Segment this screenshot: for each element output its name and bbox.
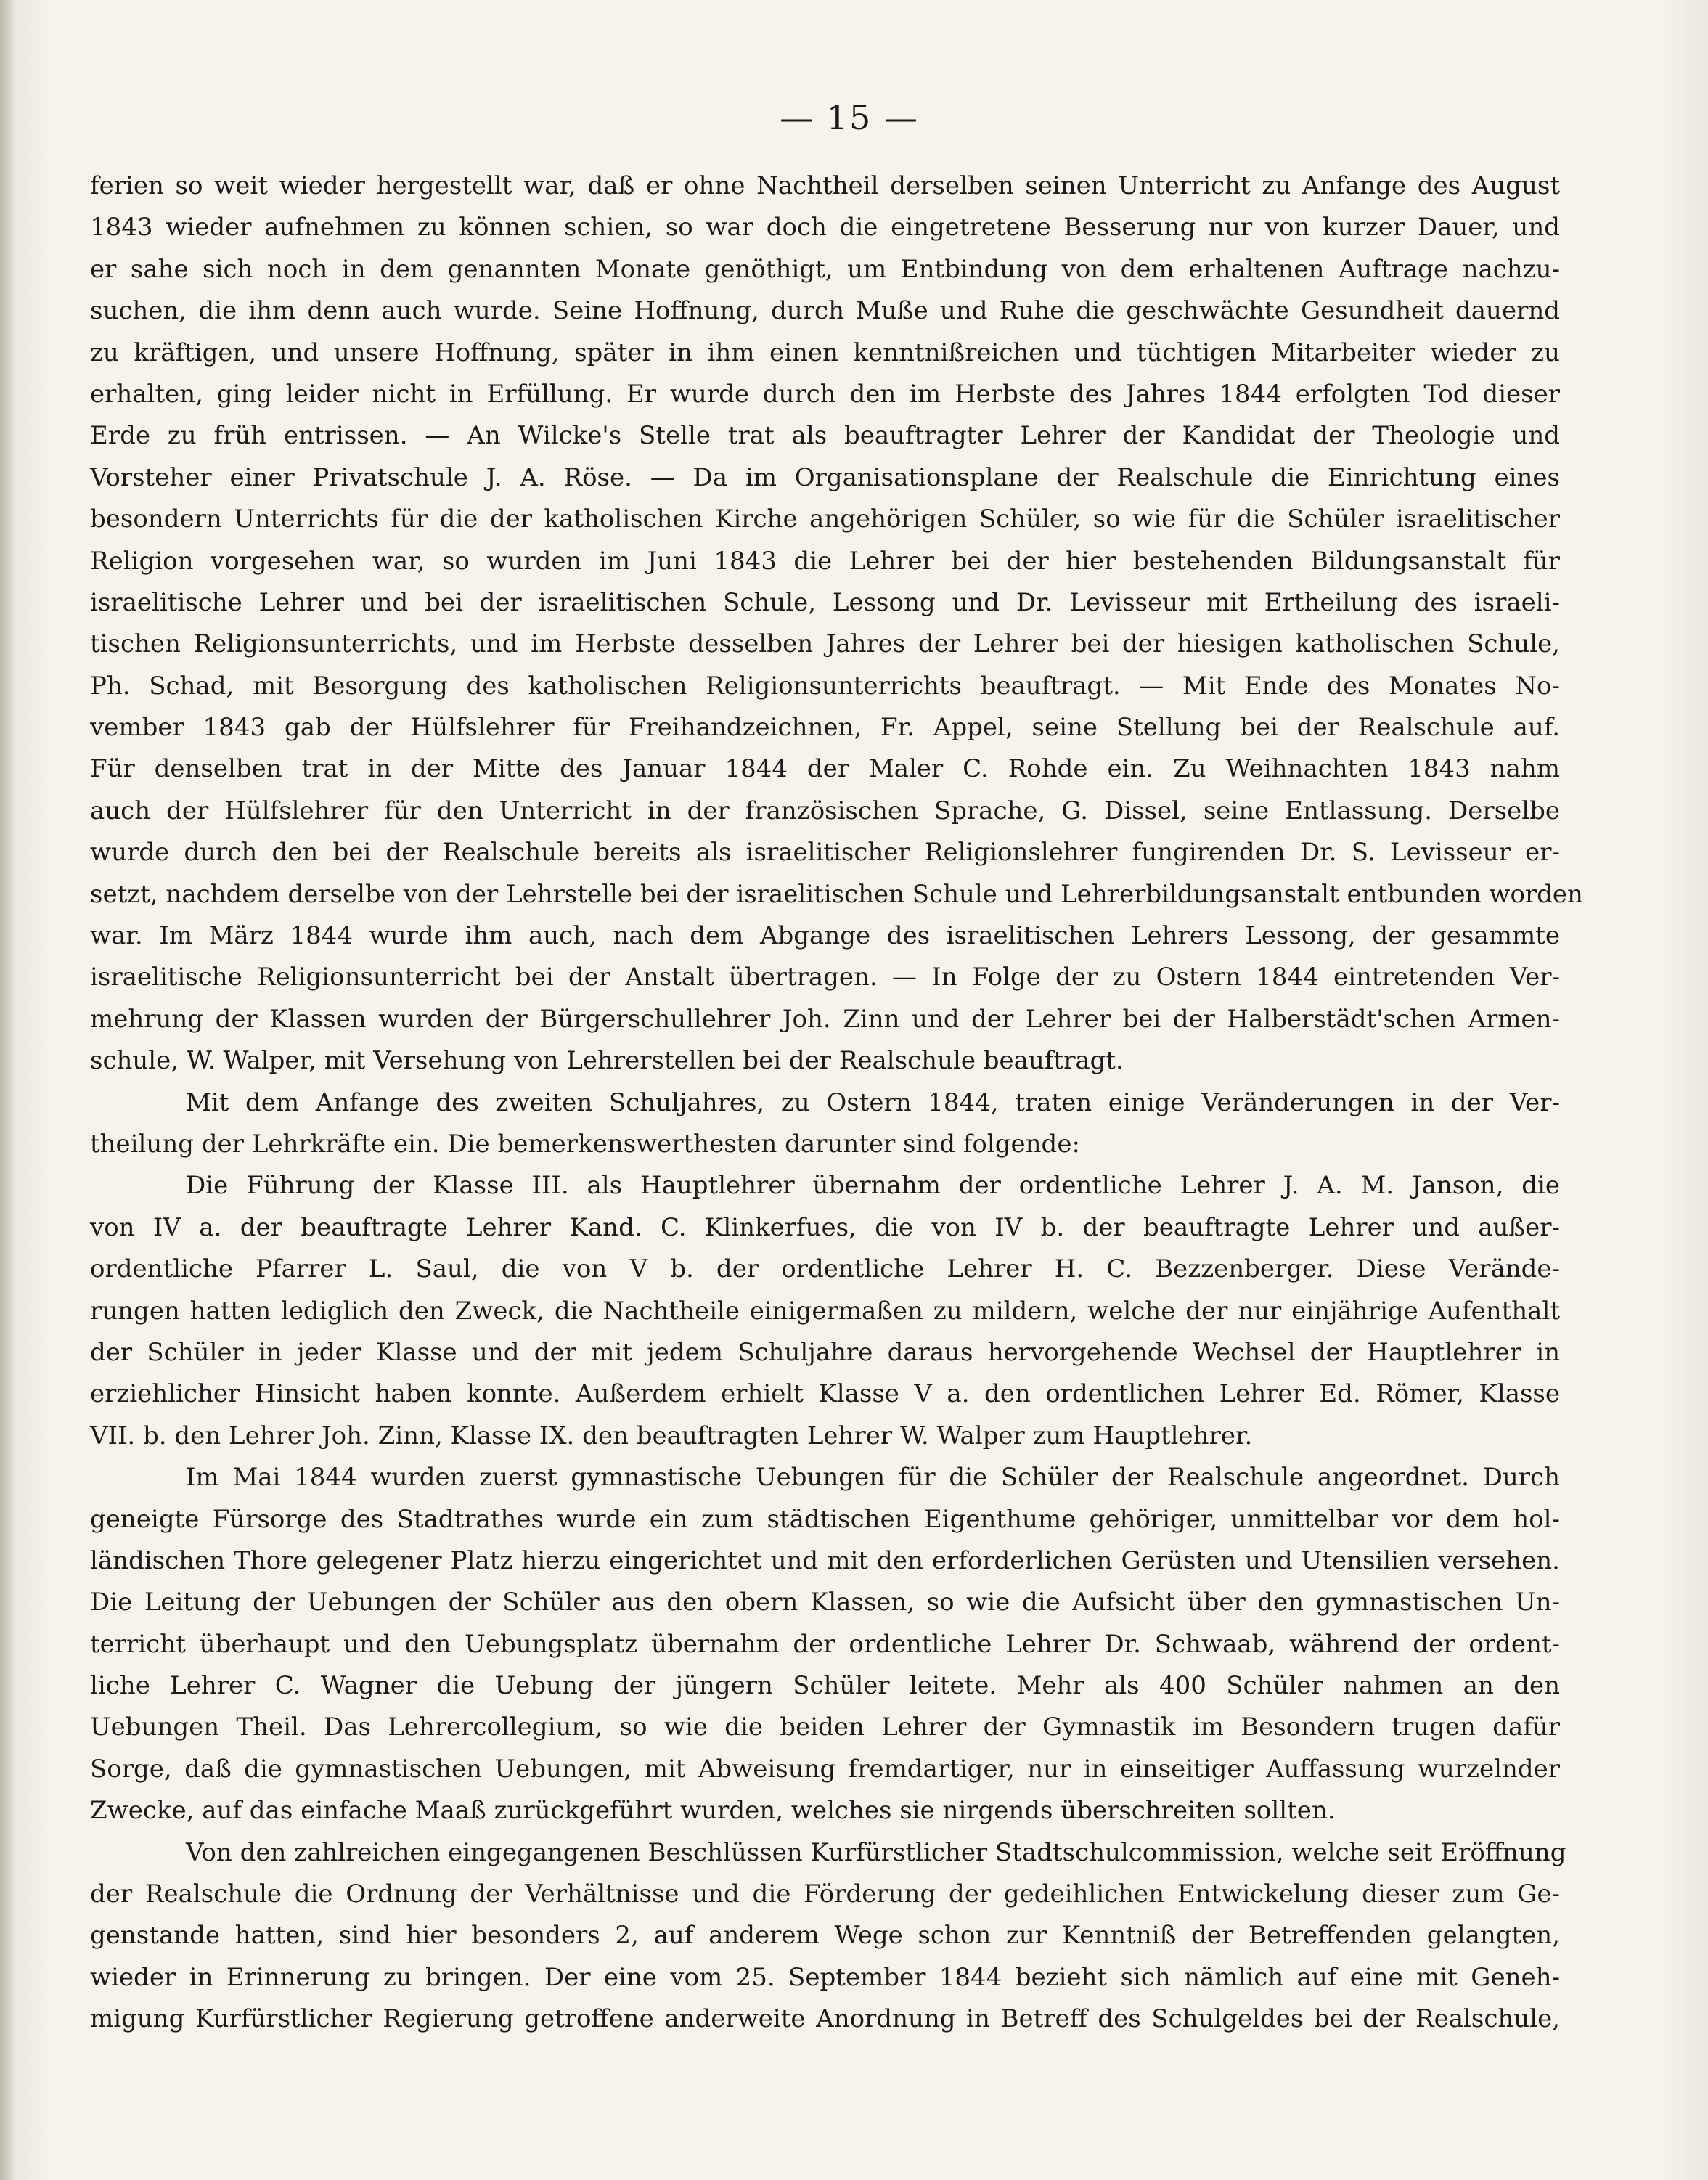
text-line: genstande hatten, sind hier besonders 2, auf anderem Wege schon zur Kenntniß der Betreffenden gelangten, xyxy=(90,1921,1560,1951)
text-line: zu kräftigen, und unsere Hoffnung, später in ihm einen kenntnißreichen und tüchtigen Mitarbeiter wieder zu xyxy=(90,338,1560,367)
paragraph-staff-changes xyxy=(90,166,1583,1082)
text-line: suchen, die ihm denn auch wurde. Seine Hoffnung, durch Muße und Ruhe die geschwächte Gesundheit dauernd xyxy=(90,296,1560,326)
text-line: der Realschule die Ordnung der Verhältnisse und die Förderung der gedeihlichen Entwickelung dieser zum Ge- xyxy=(90,1879,1560,1909)
text-line: theilung der Lehrkräfte ein. Die bemerkenswerthesten darunter sind folgende: xyxy=(90,1129,1080,1159)
text-line: Religion vorgesehen war, so wurden im Juni 1843 die Lehrer bei der hier bestehenden Bildungsanstalt für xyxy=(90,546,1560,576)
text-line: erziehlicher Hinsicht haben konnte. Außerdem erhielt Klasse V a. den ordentlichen Lehrer Ed. Römer, Klasse xyxy=(90,1379,1560,1409)
text-line: migung Kurfürstlicher Regierung getroffene anderweite Anordnung in Betreff des Schulgeldes bei der Realschule, xyxy=(90,2004,1560,2034)
text-line: liche Lehrer C. Wagner die Uebung der jüngern Schüler leitete. Mehr als 400 Schüler nahmen an den xyxy=(90,1671,1560,1701)
text-line: mehrung der Klassen wurden der Bürgerschullehrer Joh. Zinn und der Lehrer bei der Halberstädt'schen Armen- xyxy=(90,1004,1560,1034)
text-line: Vorsteher einer Privatschule J. A. Röse. — Da im Organisationsplane der Realschule die Einrichtung eines xyxy=(90,462,1560,492)
page-number: — 15 — xyxy=(780,98,919,137)
text-line: Zwecke, auf das einfache Maaß zurückgeführt wurden, welches sie nirgends überschreiten sollten. xyxy=(90,1796,1336,1826)
text-line: VII. b. den Lehrer Joh. Zinn, Klasse IX. den beauftragten Lehrer W. Walper zum Hauptlehrer. xyxy=(90,1421,1253,1450)
text-line: Die Führung der Klasse III. als Hauptlehrer übernahm der ordentliche Lehrer J. A. M. Janson, die xyxy=(186,1171,1560,1201)
text-line: israelitische Lehrer und bei der israelitischen Schule, Lessong und Dr. Levisseur mit Ertheilung des israeli- xyxy=(90,587,1560,617)
text-line: terricht überhaupt und den Uebungsplatz übernahm der ordentliche Lehrer Dr. Schwaab, während der ordent- xyxy=(90,1629,1560,1659)
text-line: Erde zu früh entrissen. — An Wilcke's Stelle trat als beauftragter Lehrer der Kandidat der Theologie und xyxy=(90,421,1560,451)
text-line: ländischen Thore gelegener Platz hierzu eingerichtet und mit den erforderlichen Gerüsten und Utensilien versehen. xyxy=(90,1546,1560,1575)
text-line: erhalten, ging leider nicht in Erfüllung. Er wurde durch den im Herbste des Jahres 1844 erfolgten Tod dieser xyxy=(90,379,1560,409)
text-line: 1843 wieder aufnehmen zu können schien, so war doch die eingetretene Besserung nur von kurzer Dauer, und xyxy=(90,213,1560,242)
text-line: von IV a. der beauftragte Lehrer Kand. C. Klinkerfues, die von IV b. der beauftragte Lehrer und außer- xyxy=(90,1212,1560,1242)
text-line: schule, W. Walper, mit Versehung von Lehrerstellen bei der Realschule beauftragt. xyxy=(90,1046,1124,1076)
paragraph-second-school-year xyxy=(90,1082,1560,1166)
paragraph-commission-decisions xyxy=(90,1832,1566,2041)
text-line: Uebungen Theil. Das Lehrercollegium, so wie die beiden Lehrer der Gymnastik im Besondern trugen dafür xyxy=(90,1712,1560,1742)
paragraph-gymnastics xyxy=(90,1457,1560,1832)
text-line: der Schüler in jeder Klasse und der mit jedem Schuljahre daraus hervorgehende Wechsel der Hauptlehrer in xyxy=(90,1337,1560,1367)
text-line: besondern Unterrichts für die der katholischen Kirche angehörigen Schüler, so wie für die Schüler israelitischer xyxy=(90,505,1560,534)
text-line: er sahe sich noch in dem genannten Monate genöthigt, um Entbindung von dem erhaltenen Auftrage nachzu- xyxy=(90,254,1560,284)
text-line: auch der Hülfslehrer für den Unterricht in der französischen Sprache, G. Dissel, seine Entlassung. Derselbe xyxy=(90,796,1560,825)
text-line: Im Mai 1844 wurden zuerst gymnastische Uebungen für die Schüler der Realschule angeordnet. Durch xyxy=(186,1463,1560,1493)
text-line: Ph. Schad, mit Besorgung des katholischen Religionsunterrichts beauftragt. — Mit Ende des Monates No- xyxy=(90,671,1560,701)
paragraph-class-leadership xyxy=(90,1165,1560,1457)
text-line: setzt, nachdem derselbe von der Lehrstelle bei der israelitischen Schule und Lehrerbildungsanstalt entbunden worden xyxy=(90,879,1583,909)
text-line: geneigte Fürsorge des Stadtrathes wurde ein zum städtischen Eigenthume gehöriger, unmittelbar vor dem hol- xyxy=(90,1504,1560,1534)
page-binding-shadow xyxy=(0,0,16,2180)
text-line: vember 1843 gab der Hülfslehrer für Freihandzeichnen, Fr. Appel, seine Stellung bei der Realschule auf. xyxy=(90,713,1560,743)
text-line: israelitische Religionsunterricht bei der Anstalt übertragen. — In Folge der zu Ostern 1844 eintretenden Ver- xyxy=(90,963,1560,992)
text-line: ferien so weit wieder hergestellt war, daß er ohne Nachtheil derselben seinen Unterricht zu Anfange des August xyxy=(90,171,1560,200)
text-line: Mit dem Anfange des zweiten Schuljahres, zu Ostern 1844, traten einige Veränderungen in der Ver- xyxy=(186,1087,1560,1117)
body-text xyxy=(90,166,1583,2041)
text-line: Sorge, daß die gymnastischen Uebungen, mit Abweisung fremdartiger, nur in einseitiger Auffassung wurzelnder xyxy=(90,1754,1560,1784)
text-line: Die Leitung der Uebungen der Schüler aus den obern Klassen, so wie die Aufsicht über den gymnastischen Un- xyxy=(90,1588,1560,1617)
text-line: wieder in Erinnerung zu bringen. Der eine vom 25. September 1844 bezieht sich nämlich auf eine mit Geneh- xyxy=(90,1962,1560,1992)
text-line: Von den zahlreichen eingegangenen Beschlüssen Kurfürstlicher Stadtschulcommission, welche seit Eröffnung xyxy=(186,1837,1566,1867)
text-line: war. Im März 1844 wurde ihm auch, nach dem Abgange des israelitischen Lehrers Lessong, der gesammte xyxy=(90,921,1560,951)
text-line: Für denselben trat in der Mitte des Januar 1844 der Maler C. Rohde ein. Zu Weihnachten 1843 nahm xyxy=(90,754,1560,784)
text-line: rungen hatten lediglich den Zweck, die Nachtheile einigermaßen zu mildern, welche der nur einjährige Aufenthalt xyxy=(90,1296,1560,1326)
text-line: ordentliche Pfarrer L. Saul, die von V b. der ordentliche Lehrer H. C. Bezzenberger. Diese Verände- xyxy=(90,1254,1560,1284)
text-line: wurde durch den bei der Realschule bereits als israelitischer Religionslehrer fungirenden Dr. S. Levisseur er- xyxy=(90,838,1560,867)
text-line: tischen Religionsunterrichts, und im Herbste desselben Jahres der Lehrer bei der hiesigen katholischen Schule, xyxy=(90,629,1560,659)
